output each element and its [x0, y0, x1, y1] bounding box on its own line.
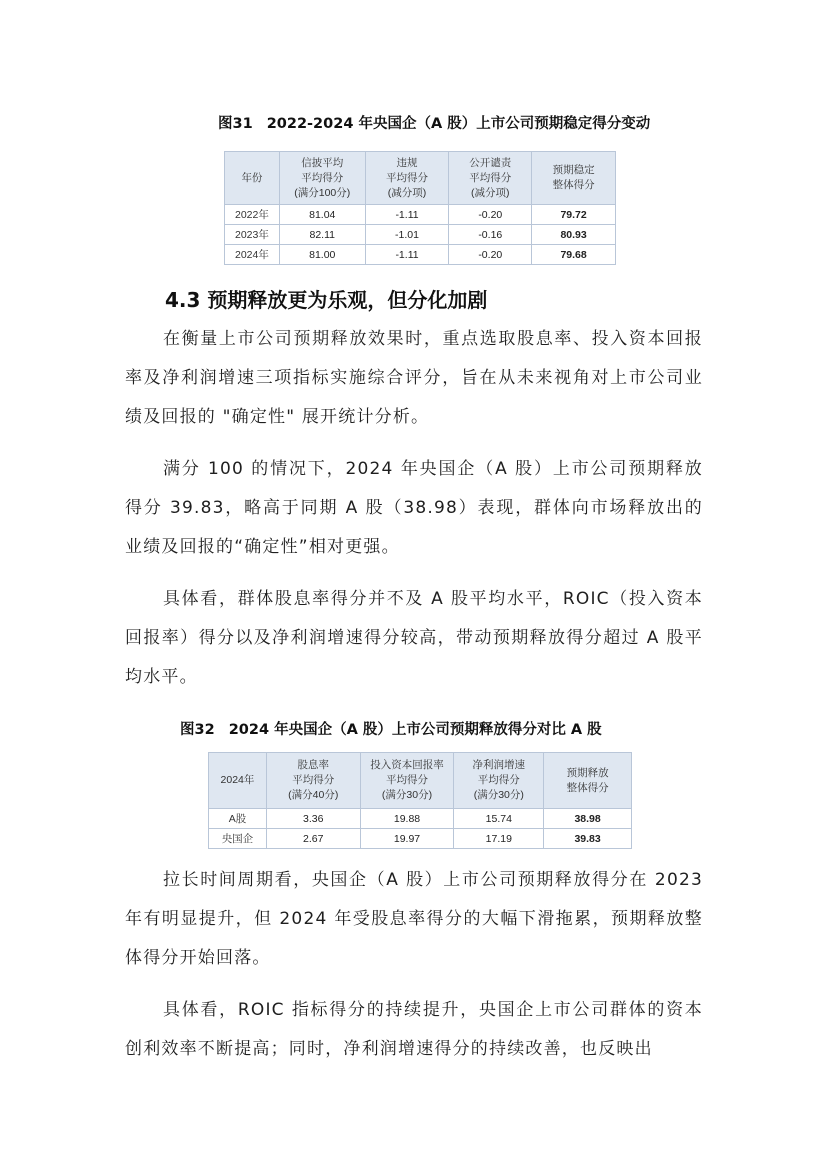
- figure-32-caption: 2024 年央国企（A 股）上市公司预期释放得分对比 A 股: [228, 722, 602, 738]
- cell-value: -0.20: [449, 205, 532, 225]
- paragraph-3: 具体看，群体股息率得分并不及 A 股平均水平，ROIC（投入资本回报率）得分以及净利润增速得分较高，带动预期释放得分超过 A 股平均水平。: [125, 589, 703, 687]
- cell-year: 2022年: [225, 205, 280, 225]
- header-release-score: 预期释放 整体得分: [544, 753, 632, 809]
- table-row: [209, 829, 632, 849]
- cell-value: 82.11: [279, 225, 365, 245]
- cell-value: 17.19: [454, 829, 544, 849]
- cell-value: -1.11: [365, 205, 449, 225]
- figure-32-number: 图32: [180, 722, 215, 738]
- cell-value: -1.01: [365, 225, 449, 245]
- header-censure: 公开谴责 平均得分 (减分项): [449, 152, 532, 205]
- header-disclosure: 信披平均 平均得分 (满分100分): [279, 152, 365, 205]
- table-row: [209, 809, 632, 829]
- table-header-row: [209, 753, 632, 809]
- paragraph-2: 满分 100 的情况下，2024 年央国企（A 股）上市公司预期释放得分 39.83，略高于同期 A 股（38.98）表现，群体向市场释放出的业绩及回报的“确定性”相对更强。: [125, 459, 703, 557]
- cell-value: 2.67: [266, 829, 360, 849]
- header-year: 2024年: [209, 753, 267, 809]
- header-profit-growth: 净利润增速 平均得分 (满分30分): [454, 753, 544, 809]
- table-row: [225, 245, 616, 265]
- paragraph-1: 在衡量上市公司预期释放效果时，重点选取股息率、投入资本回报率及净利润增速三项指标实施综合评分，旨在从未来视角对上市公司业绩及回报的 "确定性" 展开统计分析。: [125, 329, 703, 427]
- section-heading: 4.3 预期释放更为乐观，但分化加剧: [165, 288, 488, 312]
- cell-value: 15.74: [454, 809, 544, 829]
- cell-total: 80.93: [532, 225, 616, 245]
- cell-total: 79.68: [532, 245, 616, 265]
- cell-value: 81.00: [279, 245, 365, 265]
- cell-value: 3.36: [266, 809, 360, 829]
- header-roic: 投入资本回报率 平均得分 (满分30分): [360, 753, 454, 809]
- cell-value: -0.16: [449, 225, 532, 245]
- table-header-row: [225, 152, 616, 205]
- figure-32-title: [180, 718, 602, 739]
- cell-value: -1.11: [365, 245, 449, 265]
- cell-total: 39.83: [544, 829, 632, 849]
- table-row: [225, 225, 616, 245]
- header-violation: 违规 平均得分 (减分项): [365, 152, 449, 205]
- figure-31-table: [224, 151, 616, 265]
- header-dividend: 股息率 平均得分 (满分40分): [266, 753, 360, 809]
- paragraph-5: 具体看，ROIC 指标得分的持续提升，央国企上市公司群体的资本创利效率不断提高；同时，净利润增速得分的持续改善，也反映出: [125, 1000, 703, 1059]
- table-row: [225, 205, 616, 225]
- cell-total: 38.98: [544, 809, 632, 829]
- header-stability-score: 预期稳定 整体得分: [532, 152, 616, 205]
- cell-value: -0.20: [449, 245, 532, 265]
- cell-year: 2024年: [225, 245, 280, 265]
- paragraph-4: 拉长时间周期看，央国企（A 股）上市公司预期释放得分在 2023 年有明显提升，但 2024 年受股息率得分的大幅下滑拖累，预期释放整体得分开始回落。: [125, 870, 703, 968]
- figure-31-number: 图31: [218, 116, 253, 132]
- cell-value: 19.88: [360, 809, 454, 829]
- figure-32-table: [208, 752, 632, 849]
- header-year: 年份: [225, 152, 280, 205]
- cell-year: 2023年: [225, 225, 280, 245]
- figure-31-caption: 2022-2024 年央国企（A 股）上市公司预期稳定得分变动: [266, 116, 651, 132]
- figure-31-title: [218, 112, 650, 133]
- cell-group: 央国企: [209, 829, 267, 849]
- cell-group: A股: [209, 809, 267, 829]
- cell-value: 19.97: [360, 829, 454, 849]
- cell-total: 79.72: [532, 205, 616, 225]
- cell-value: 81.04: [279, 205, 365, 225]
